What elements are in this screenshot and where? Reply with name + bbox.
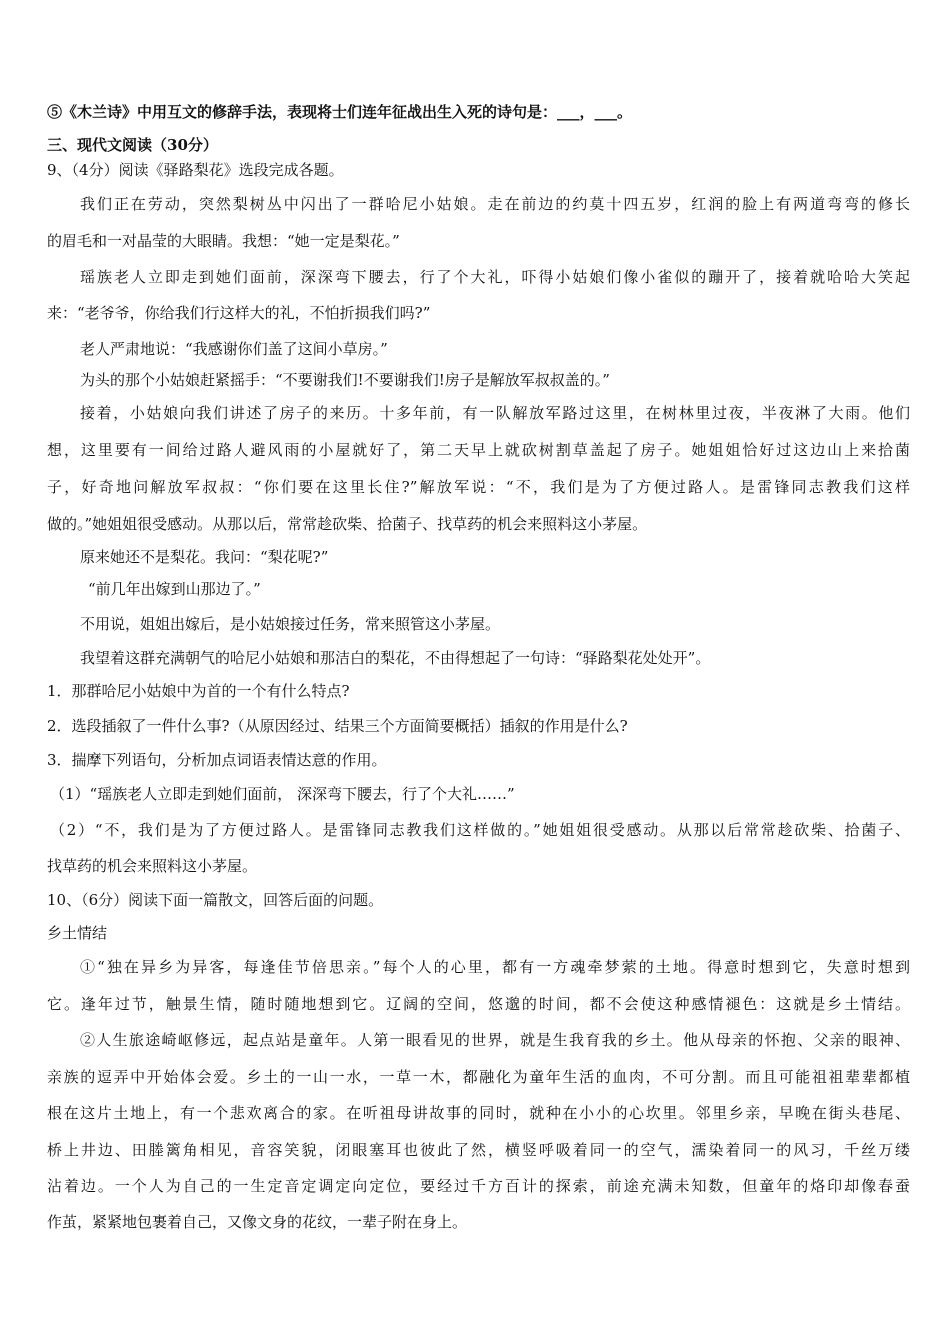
passage-paragraph-3: 老人严肃地说：“我感谢你们盖了这间小草房。” xyxy=(80,340,388,358)
sub-question-2: 2．选段插叙了一件什么事?（从原因经过、结果三个方面简要概括）插叙的作用是什么? xyxy=(47,717,628,735)
question-9-intro: 9、（4分）阅读《驿路梨花》选段完成各题。 xyxy=(47,161,344,179)
question-10-intro: 10、（6分）阅读下面一篇散文，回答后面的问题。 xyxy=(47,891,384,909)
passage-paragraph-1: 我们正在劳动，突然梨树丛中闪出了一群哈尼小姑娘。走在前边的约莫十四五岁，红润的脸上有两道弯弯的修长 xyxy=(80,195,910,213)
passage-paragraph-5-cont: 子，好奇地问解放军叔叔：“你们要在这里长住?”解放军说：“不，我们是为了方便过路人。是雷锋同志教我们这样 xyxy=(47,478,910,496)
passage-paragraph-9: 我望着这群充满朝气的哈尼小姑娘和那洁白的梨花，不由得想起了一句诗：“驿路梨花处处开”。 xyxy=(80,649,711,667)
passage-paragraph-5-cont: 做的。”她姐姐很受感动。从那以后，常常趁砍柴、拾菌子、找草药的机会来照料这小茅屋。 xyxy=(47,515,648,533)
passage-paragraph-1-cont: 的眉毛和一对晶莹的大眼睛。我想：“她一定是梨花。” xyxy=(47,232,400,250)
passage-paragraph-4: 为头的那个小姑娘赶紧摇手：“不要谢我们!不要谢我们!房子是解放军叔叔盖的。” xyxy=(80,371,610,389)
question-5-heading: ⑤《木兰诗》中用互文的修辞手法，表现将士们连年征战出生入死的诗句是：___，___。 xyxy=(47,103,633,121)
essay-title: 乡土情结 xyxy=(47,924,108,942)
essay-paragraph-2-cont: 沾着边。一个人为自己的一生定音定调定向定位，要经过千方百计的探索，前途充满未知数，但童年的烙印却像春蚕 xyxy=(47,1177,910,1195)
passage-paragraph-8: 不用说，姐姐出嫁后，是小姑娘接过任务，常来照管这小茅屋。 xyxy=(80,615,501,633)
passage-paragraph-2-cont: 来：“老爷爷，你给我们行这样大的礼，不怕折损我们吗?” xyxy=(47,304,431,322)
sub-question-3-item-1: （1）“瑶族老人立即走到她们面前， 深深弯下腰去，行了个大礼……” xyxy=(50,785,515,803)
sub-question-3-item-2: （2）“不，我们是为了方便过路人。是雷锋同志教我们这样做的。”她姐姐很受感动。从那以后常常趁砍柴、拾菌子、 xyxy=(50,821,910,839)
passage-paragraph-5-cont: 想，这里要有一间给过路人避风雨的小屋就好了，第二天早上就砍树割草盖起了房子。她姐姐恰好过这边山上来拾菌 xyxy=(47,441,910,459)
essay-paragraph-2-cont: 桥上井边、田塍篱角相见，音容笑貌，闭眼塞耳也彼此了然，横竖呼吸着同一的空气，濡染着同一的风习，千丝万缕 xyxy=(47,1141,910,1159)
section-3-heading: 三、现代文阅读（30分） xyxy=(47,136,218,154)
sub-question-3: 3．揣摩下列语句，分析加点词语表情达意的作用。 xyxy=(47,751,387,769)
essay-paragraph-2-cont: 作茧，紧紧地包裹着自己，又像文身的花纹，一辈子附在身上。 xyxy=(47,1213,468,1231)
passage-paragraph-2: 瑶族老人立即走到她们面前，深深弯下腰去，行了个大礼，吓得小姑娘们像小雀似的蹦开了，接着就哈哈大笑起 xyxy=(80,268,910,286)
passage-paragraph-6: 原来她还不是梨花。我问：“梨花呢?” xyxy=(80,548,329,566)
essay-paragraph-2-cont: 根在这片土地上，有一个悲欢离合的家。在听祖母讲故事的同时，就种在小小的心坎里。邻里乡亲，早晚在街头巷尾、 xyxy=(47,1104,910,1122)
essay-paragraph-1: ①“独在异乡为异客，每逢佳节倍思亲。”每个人的心里，都有一方魂牵梦萦的土地。得意时想到它，失意时想到 xyxy=(80,958,910,976)
essay-paragraph-2-cont: 亲族的逗弄中开始体会爱。乡土的一山一水，一草一木，都融化为童年生活的血肉，不可分割。而且可能祖祖辈辈都植 xyxy=(47,1068,910,1086)
essay-paragraph-1-cont: 它。逢年过节，触景生情，随时随地想到它。辽阔的空间，悠邈的时间，都不会使这种感情褪色：这就是乡土情结。 xyxy=(47,995,910,1013)
essay-paragraph-2: ②人生旅途崎岖修远，起点站是童年。人第一眼看见的世界，就是生我育我的乡土。他从母亲的怀抱、父亲的眼神、 xyxy=(80,1031,910,1049)
passage-paragraph-5: 接着，小姑娘向我们讲述了房子的来历。十多年前，有一队解放军路过这里，在树林里过夜，半夜淋了大雨。他们 xyxy=(80,404,910,422)
sub-question-3-item-2-cont: 找草药的机会来照料这小茅屋。 xyxy=(47,857,258,875)
passage-paragraph-7: “前几年出嫁到山那边了。” xyxy=(88,580,261,598)
sub-question-1: 1．那群哈尼小姑娘中为首的一个有什么特点? xyxy=(47,682,350,700)
